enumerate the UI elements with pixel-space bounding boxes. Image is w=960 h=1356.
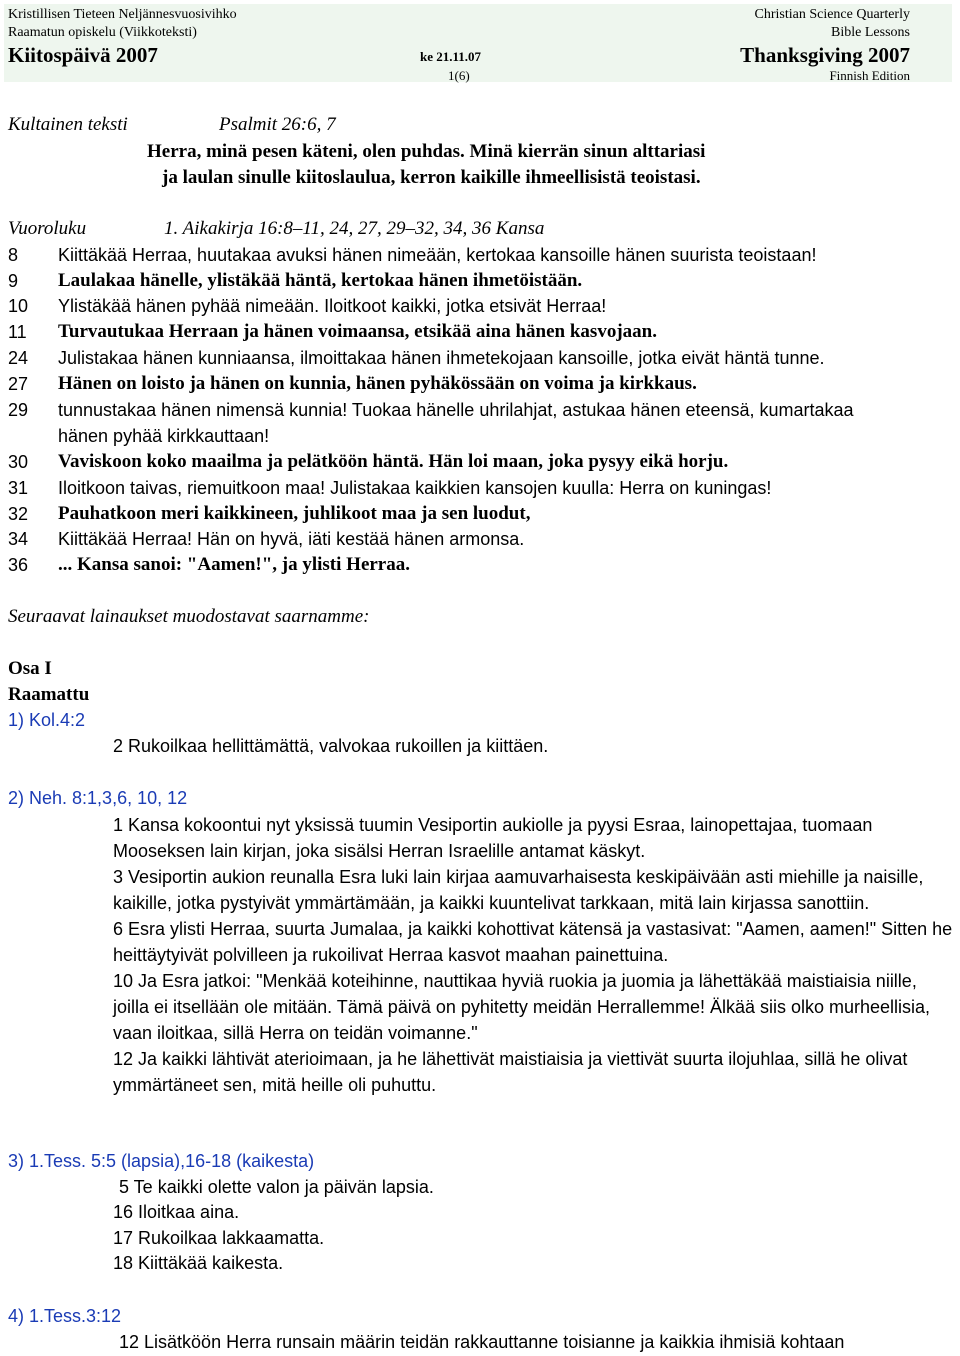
citation-reference[interactable]: 1) Kol.4:2: [8, 710, 86, 730]
verse-text: ... Kansa sanoi: "Aamen!", ja ylisti Herraa.: [58, 554, 410, 575]
golden-text-line: ja laulan sinulle kiitoslaulua, kerron kaikille ihmeellisistä teoistasi.: [162, 167, 701, 188]
verse-text: Iloitkoon taivas, riemuitkoon maa! Julistakaa kaikkien kansojen kuulla: Herra on kuningas!: [58, 478, 772, 498]
citation-text: 1 Kansa kokoontui nyt yksissä tuumin Vesiportin aukiolle ja pyysi Esraa, lainopettajaa, tuomaan Mooseksen lain kirjan, joka sisälsi Herran Israelille antamat käskyt. 3 Vesiportin aukion reunalla Esra luki lain kirjaa aamuvarhaisesta keskipäivään asti miehille ja naisille, kaikille, jotka pystyivät ymmärtämään, ja kaikki kuuntelivat tarkkaan, mitä lain kirjassa sanottiin. 6 Esra ylisti Herraa, suurta Jumalaa, ja kaikki kohottivat kätensä ja vastasivat: "Aamen, aamen!" Sitten he heittäytyivät polvilleen ja rukoilivat Herraa kasvot maahan painettuina. 10 Ja Esra jatkoi: "Menkää koteihinne, nauttikaa hyviä ruokia ja juomia ja lähettäkää maistiaisia niille, joilla ei itsellään ole mitään. Tämä päivä on pyhitetty meidän Herrallemme! Älkää siis olko murheellisia, vaan iloitkaa, sillä Herra on teidän voimanne." 12 Ja kaikki lähtivät aterioimaan, ja he lähettivät maistiaisia ja viettivät suurta ilojuhlaa, sillä he olivat ymmärtäneet sen, mitä heille oli puhuttu.: [113, 815, 953, 1095]
header-date: ke 21.11.07: [420, 49, 482, 64]
verse-number: 9: [8, 271, 19, 291]
header-page-number: 1(6): [448, 68, 470, 83]
verse-number: 36: [8, 555, 29, 575]
citation-line: 16 Iloitkaa aina.: [113, 1202, 240, 1222]
verse-text: tunnustakaa hänen nimensä kunnia! Tuokaa hänelle uhrilahjat, astukaa hänen eteensä, kumartakaa: [58, 400, 854, 420]
verse-text: Kiittäkää Herraa, huutakaa avuksi hänen nimeään, kertokaa kansoille hänen suurista teoistaan!: [58, 245, 817, 265]
citation-reference[interactable]: 3) 1.Tess. 5:5 (lapsia),16-18 (kaikesta): [8, 1151, 315, 1171]
golden-text-line: Herra, minä pesen käteni, olen puhdas. Minä kierrän sinun alttariasi: [147, 141, 706, 162]
verse-number: 32: [8, 504, 29, 524]
citation-line: 5 Te kaikki olette valon ja päivän lapsia.: [119, 1177, 434, 1197]
verse-number: 8: [8, 245, 19, 265]
header-publication: Kristillisen Tieteen Neljännesvuosivihko: [8, 7, 237, 22]
verse-number: 10: [8, 296, 29, 316]
citation-text: 12 Lisätköön Herra runsain määrin teidän rakkauttanne toisianne ja kaikkia ihmisiä kohtaan: [119, 1332, 845, 1352]
verse-number: 29: [8, 400, 29, 420]
section-subtitle: Raamattu: [8, 684, 90, 705]
verse-number: 34: [8, 529, 29, 549]
golden-text-label: Kultainen teksti: [8, 114, 128, 135]
verse-text: Turvautukaa Herraan ja hänen voimaansa, etsikää aina hänen kasvojaan.: [58, 321, 657, 342]
citation-line: 18 Kiittäkää kaikesta.: [113, 1253, 284, 1273]
verse-number: 30: [8, 452, 29, 472]
header-subtitle: Raamatun opiskelu (Viikkoteksti): [8, 25, 197, 40]
verse-number: 24: [8, 348, 29, 368]
responsive-reading-label: Vuoroluku: [8, 218, 87, 239]
citation-text: 2 Rukoilkaa hellittämättä, valvokaa rukoillen ja kiittäen.: [113, 736, 549, 756]
page-header: [4, 4, 952, 82]
section-title: Osa I: [8, 658, 52, 679]
verse-text-continued: hänen pyhää kirkkauttaan!: [58, 426, 270, 446]
header-publication-en: Christian Science Quarterly: [754, 7, 910, 22]
citation-line: 17 Rukoilkaa lakkaamatta.: [113, 1228, 325, 1248]
sermon-intro: Seuraavat lainaukset muodostavat saarnamme:: [8, 606, 370, 627]
header-edition: Finnish Edition: [829, 68, 910, 83]
golden-text-reference: Psalmit 26:6, 7: [219, 114, 336, 135]
citation-reference[interactable]: 4) 1.Tess.3:12: [8, 1306, 122, 1326]
header-title-en: Thanksgiving 2007: [740, 43, 910, 67]
verse-number: 11: [8, 322, 27, 342]
verse-text: Pauhatkoon meri kaikkineen, juhlikoot maa ja sen luodut,: [58, 503, 531, 524]
citation-reference[interactable]: 2) Neh. 8:1,3,6, 10, 12: [8, 788, 188, 808]
verse-text: Kiittäkää Herraa! Hän on hyvä, iäti kestää hänen armonsa.: [58, 529, 525, 549]
verse-number: 27: [8, 374, 29, 394]
header-subtitle-en: Bible Lessons: [831, 25, 910, 40]
verse-text: Hänen on loisto ja hänen on kunnia, hänen pyhäkössään on voima ja kirkkaus.: [58, 373, 697, 394]
verse-text: Ylistäkää hänen pyhää nimeään. Iloitkoot kaikki, jotka etsivät Herraa!: [58, 296, 607, 316]
responsive-reading-reference: 1. Aikakirja 16:8–11, 24, 27, 29–32, 34, 36 Kansa: [164, 218, 545, 239]
header-title-fi: Kiitospäivä 2007: [8, 43, 158, 67]
verse-text: Julistakaa hänen kunniaansa, ilmoittakaa hänen ihmetekojaan kansoille, jotka eivät häntä tunne.: [58, 348, 825, 368]
verse-text: Laulakaa hänelle, ylistäkää häntä, kertokaa hänen ihmetöistään.: [58, 270, 583, 291]
verse-text: Vaviskoon koko maailma ja pelätköön häntä. Hän loi maan, joka pysyy eikä horju.: [58, 451, 729, 472]
verse-number: 31: [8, 478, 29, 498]
